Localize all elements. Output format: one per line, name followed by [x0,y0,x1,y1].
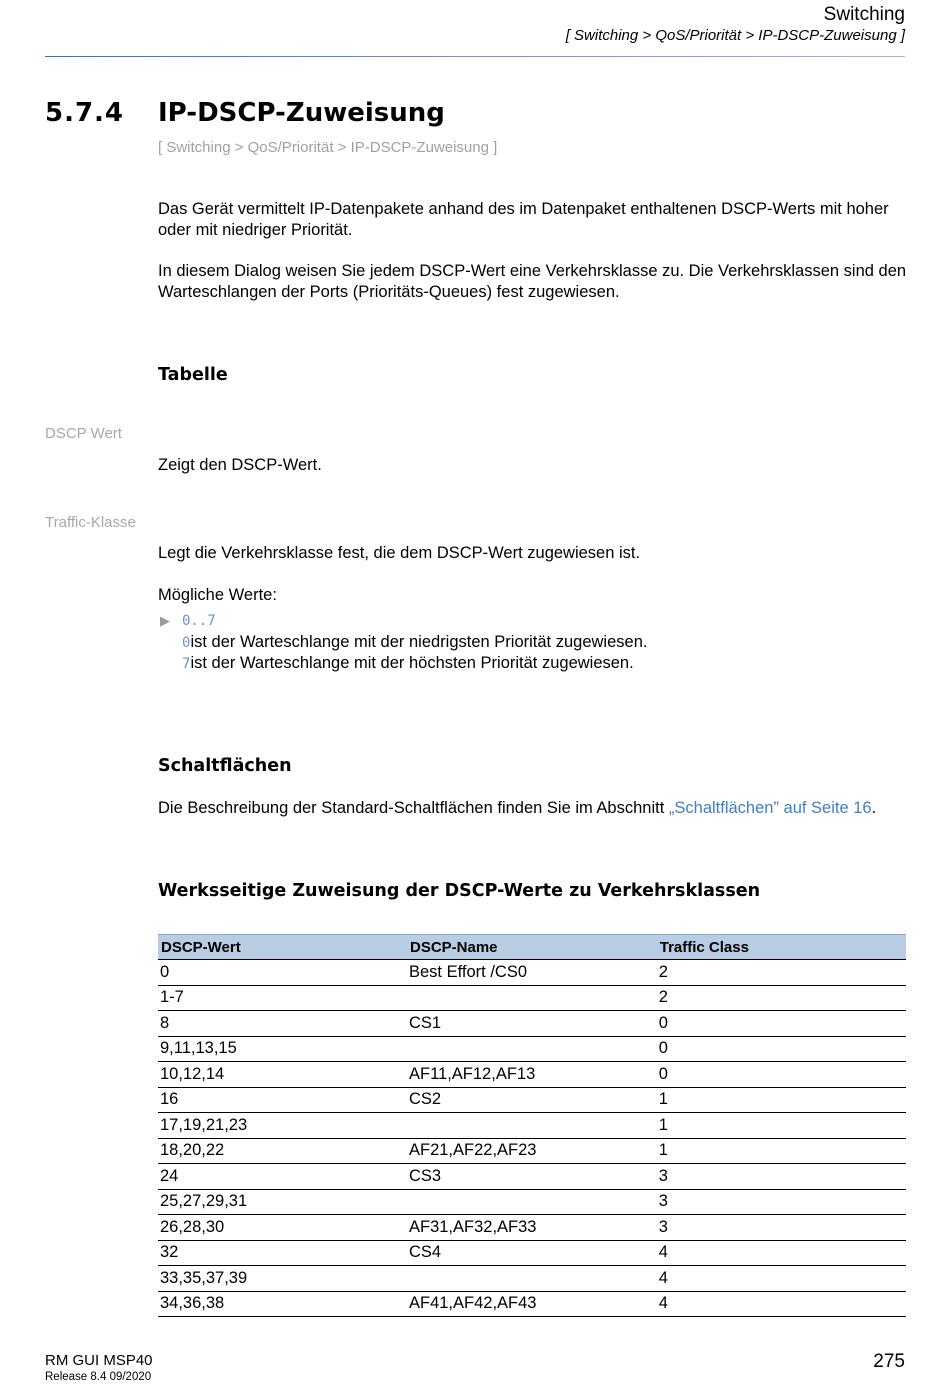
value-code-0: 0 [182,635,191,651]
value-text-highest: ist der Warteschlange mit der höchsten Priorität zugewiesen. [190,654,634,672]
table-row [158,1011,906,1037]
table-row [158,1240,906,1266]
cell-traffic-class: 1 [657,1138,906,1164]
cell-dscp-name [407,1266,657,1292]
cell-dscp-name [407,1036,657,1062]
table-row [158,1036,906,1062]
value-line-highest [182,653,882,675]
cell-traffic-class: 1 [657,1087,906,1113]
intro-paragraph-2: In diesem Dialog weisen Sie jedem DSCP-Wert eine Verkehrsklasse zu. Die Verkehrsklassen sind den Warteschlangen der Ports (Prioritäts-Queues) fest zugewiesen. [158,262,907,301]
running-header-title: Switching [823,4,905,25]
defaults-table-heading: Werksseitige Zuweisung der DSCP-Werte zu Verkehrsklassen [158,881,761,901]
traffic-klasse-label: Traffic-Klasse [45,514,136,531]
cell-dscp-name: AF31,AF32,AF33 [407,1215,657,1241]
table-row [158,1087,906,1113]
table-row [158,1113,906,1139]
cell-dscp-wert: 24 [158,1164,407,1190]
page-number: 275 [873,1351,905,1372]
cell-traffic-class: 2 [657,985,906,1011]
cell-dscp-wert: 18,20,22 [158,1138,407,1164]
cell-dscp-name: CS2 [407,1087,657,1113]
table-row [158,1189,906,1215]
cell-dscp-wert: 1-7 [158,985,407,1011]
cell-traffic-class: 2 [657,960,906,986]
cell-traffic-class: 4 [657,1240,906,1266]
section-number: 5.7.4 [45,98,125,128]
table-header-row [158,935,906,960]
value-text-lowest: ist der Warteschlange mit der niedrigsten Priorität zugewiesen. [190,633,648,651]
cell-traffic-class: 1 [657,1113,906,1139]
possible-values-label: Mögliche Werte: [158,586,277,604]
cell-dscp-name [407,985,657,1011]
table-row [158,1062,906,1088]
table-row [158,1291,906,1317]
cell-dscp-name: CS1 [407,1011,657,1037]
cell-dscp-wert: 8 [158,1011,407,1037]
header-divider [45,56,905,57]
cell-dscp-wert: 9,11,13,15 [158,1036,407,1062]
cell-traffic-class: 0 [657,1062,906,1088]
cell-dscp-name: AF41,AF42,AF43 [407,1291,657,1317]
table-row [158,1164,906,1190]
cell-dscp-wert: 34,36,38 [158,1291,407,1317]
cell-traffic-class: 3 [657,1189,906,1215]
table-row [158,1266,906,1292]
footer-release: Release 8.4 09/2020 [45,1371,152,1383]
footer-document-name: RM GUI MSP40 [45,1352,153,1369]
value-range: 0..7 [182,613,216,629]
cell-dscp-name: AF21,AF22,AF23 [407,1138,657,1164]
dscp-defaults-table [158,934,906,1317]
cell-dscp-name: CS4 [407,1240,657,1266]
dscp-wert-description: Zeigt den DSCP-Wert. [158,456,322,474]
schaltflaechen-heading: Schaltflächen [158,756,292,776]
table-row [158,985,906,1011]
cell-dscp-wert: 17,19,21,23 [158,1113,407,1139]
value-line-lowest [182,632,882,654]
section-title: IP-DSCP-Zuweisung [158,98,445,128]
cell-dscp-wert: 0 [158,960,407,986]
schaltflaechen-paragraph [158,798,908,819]
cell-dscp-name: Best Effort /CS0 [407,960,657,986]
traffic-klasse-description: Legt die Verkehrsklasse fest, die dem DSCP-Wert zugewiesen ist. [158,544,641,562]
cell-traffic-class: 3 [657,1215,906,1241]
table-row [158,960,906,986]
cell-dscp-wert: 32 [158,1240,407,1266]
cell-dscp-wert: 16 [158,1087,407,1113]
column-header-dscp-name: DSCP-Name [407,935,657,960]
dscp-wert-label: DSCP Wert [45,425,122,442]
table-row [158,1138,906,1164]
cell-dscp-name: CS3 [407,1164,657,1190]
intro-paragraph-1: Das Gerät vermittelt IP-Datenpakete anhand des im Datenpaket enthaltenen DSCP-Werts mit hoher oder mit niedriger Priorität. [158,200,889,239]
schaltflaechen-text-end: . [871,799,877,817]
cell-dscp-wert: 25,27,29,31 [158,1189,407,1215]
cell-dscp-wert: 26,28,30 [158,1215,407,1241]
cell-dscp-name [407,1189,657,1215]
value-code-7: 7 [182,656,191,672]
cell-traffic-class: 3 [657,1164,906,1190]
triangle-right-icon: ▶ [160,613,170,628]
cell-dscp-name: AF11,AF12,AF13 [407,1062,657,1088]
column-header-traffic-class: Traffic Class [657,935,906,960]
cell-traffic-class: 0 [657,1036,906,1062]
cell-dscp-wert: 10,12,14 [158,1062,407,1088]
cell-traffic-class: 4 [657,1266,906,1292]
table-row [158,1215,906,1241]
cell-dscp-name [407,1113,657,1139]
schaltflaechen-text: Die Beschreibung der Standard-Schaltflächen finden Sie im Abschnitt [158,799,669,817]
tabelle-heading: Tabelle [158,365,228,385]
running-header-breadcrumb: [ Switching > QoS/Priorität > IP-DSCP-Zuweisung ] [565,27,905,44]
cell-dscp-wert: 33,35,37,39 [158,1266,407,1292]
column-header-dscp-wert: DSCP-Wert [158,935,407,960]
schaltflaechen-link[interactable]: „Schaltflächen” auf Seite 16 [668,799,872,817]
cell-traffic-class: 4 [657,1291,906,1317]
cell-traffic-class: 0 [657,1011,906,1037]
section-breadcrumb: [ Switching > QoS/Priorität > IP-DSCP-Zuweisung ] [158,139,498,156]
